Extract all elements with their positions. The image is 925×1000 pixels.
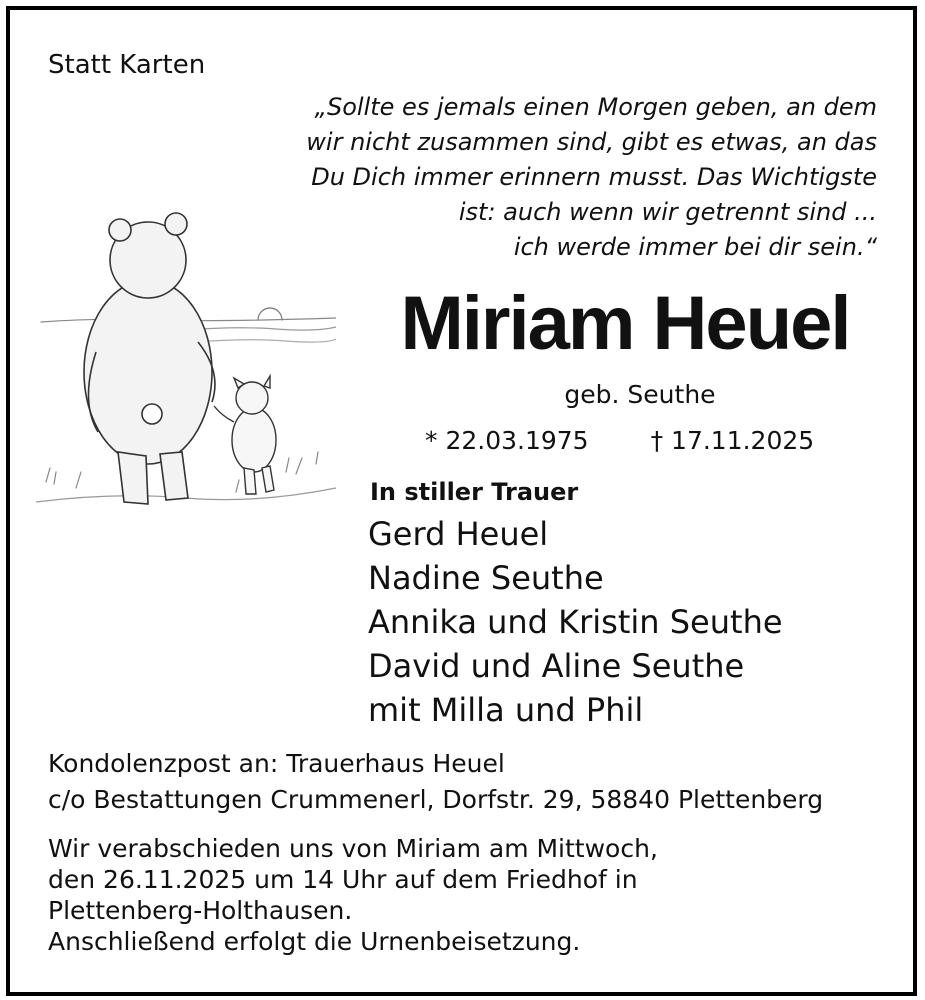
- memorial-quote: [257, 90, 877, 265]
- intro-text: Statt Karten: [48, 50, 206, 80]
- contact-line: Kondolenzpost an: Trauerhaus Heuel: [48, 749, 505, 778]
- mourning-heading: In stiller Trauer: [370, 478, 579, 506]
- birth-date: * 22.03.1975: [425, 426, 589, 455]
- death-date: † 17.11.2025: [650, 426, 815, 455]
- deceased-name: Miriam Heuel: [400, 281, 850, 366]
- mourner-name: David und Aline Seuthe: [368, 647, 745, 685]
- piglet-figure: [214, 376, 276, 494]
- birth-name: geb. Seuthe: [564, 380, 716, 409]
- bear-and-piglet-illustration: [36, 202, 336, 522]
- condolence-address: [48, 746, 823, 818]
- service-line: Wir verabschieden uns von Miriam am Mittwoch,: [48, 834, 658, 863]
- mourners-list: [368, 512, 783, 732]
- mourner-name: mit Milla und Phil: [368, 691, 644, 729]
- service-line: Plettenberg-Holthausen.: [48, 896, 353, 925]
- service-line: den 26.11.2025 um 14 Uhr auf dem Friedhof in: [48, 865, 638, 894]
- mourner-name: Annika und Kristin Seuthe: [368, 603, 783, 641]
- quote-line: „Sollte es jemals einen Morgen geben, an dem: [314, 93, 877, 121]
- bear-figure: [84, 213, 215, 504]
- quote-line: Du Dich immer erinnern musst. Das Wichtigste: [311, 163, 877, 191]
- service-line: Anschließend erfolgt die Urnenbeisetzung.: [48, 927, 581, 956]
- quote-line: wir nicht zusammen sind, gibt es etwas, an das: [306, 128, 877, 156]
- mourner-name: Gerd Heuel: [368, 515, 549, 553]
- quote-line: ist: auch wenn wir getrennt sind ...: [458, 198, 877, 226]
- obituary-notice: [6, 6, 917, 996]
- mourner-name: Nadine Seuthe: [368, 559, 604, 597]
- contact-line: c/o Bestattungen Crummenerl, Dorfstr. 29, 58840 Plettenberg: [48, 785, 824, 814]
- life-dates: [425, 426, 814, 455]
- quote-line: ich werde immer bei dir sein.“: [513, 233, 877, 261]
- funeral-service-info: [48, 833, 658, 957]
